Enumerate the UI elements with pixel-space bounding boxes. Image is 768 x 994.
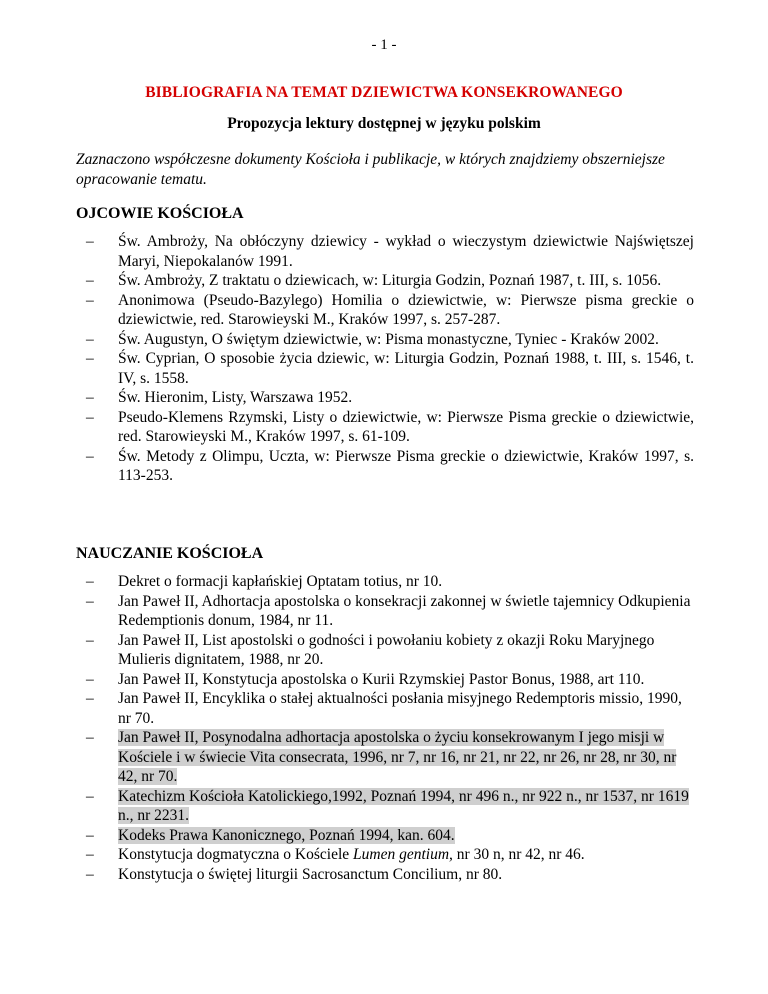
list-item xyxy=(76,787,694,826)
dash-bullet: – xyxy=(86,826,94,844)
list-item xyxy=(76,728,694,787)
list-item xyxy=(76,388,694,408)
list-item xyxy=(76,845,694,865)
dash-bullet: – xyxy=(86,592,94,610)
list-item xyxy=(76,330,694,350)
dash-bullet: – xyxy=(86,291,94,309)
entry-text: Dekret o formacji kapłańskiej Optatam totius, nr 10. xyxy=(118,573,443,590)
entry-text: Św. Metody z Olimpu, Uczta, w: Pierwsze Pisma greckie o dziewictwie, Kraków 1997, s. 113-253. xyxy=(118,447,694,484)
highlighted-entry-text: Jan Paweł II, Posynodalna adhortacja apostolska o życiu konsekrowanym I jego misji w Kościele i w świecie Vita consecrata, 1996, nr 7, nr 16, nr 21, nr 22, nr 26, nr 28, nr 30, nr 42, nr 70. xyxy=(118,729,677,785)
dash-bullet: – xyxy=(86,729,94,746)
dash-bullet: – xyxy=(86,865,94,883)
list-item xyxy=(76,592,694,631)
section-heading-church-teaching: NAUCZANIE KOŚCIOŁA xyxy=(76,545,264,562)
entry-text: Konstytucja o świętej liturgii Sacrosanctum Concilium, nr 80. xyxy=(118,865,503,883)
entry-text-emphasis: Lumen gentium, xyxy=(353,846,453,863)
intro-note: Zaznaczono współczesne dokumenty Kościoła i publikacje, w których znajdziemy obszerniejsze opracowanie tematu. xyxy=(76,151,665,188)
entry-text: Jan Paweł II, Konstytucja apostolska o Kurii Rzymskiej Pastor Bonus, 1988, art 110. xyxy=(118,670,645,688)
list-item xyxy=(76,689,694,728)
list-fathers xyxy=(76,232,694,486)
highlighted-entry-text: Kodeks Prawa Kanonicznego, Poznań 1994, kan. 604. xyxy=(118,826,455,844)
dash-bullet: – xyxy=(86,670,94,688)
list-item xyxy=(76,408,694,447)
page-number: - 1 - xyxy=(371,37,397,53)
dash-bullet: – xyxy=(86,447,94,465)
dash-bullet: – xyxy=(86,350,94,367)
entry-text: Św. Ambroży, Na obłóczyny dziewicy - wykład o wieczystym dziewictwie Najświętszej Maryi, Niepokalanów 1991. xyxy=(118,233,694,270)
list-church-teaching xyxy=(76,572,694,884)
list-item xyxy=(76,349,694,388)
list-item xyxy=(76,271,694,291)
entry-text: Św. Hieronim, Listy, Warszawa 1952. xyxy=(118,389,353,406)
dash-bullet: – xyxy=(86,389,94,406)
entry-text: Św. Ambroży, Z traktatu o dziewicach, w: Liturgia Godzin, Poznań 1987, t. III, s. 1056. xyxy=(118,272,662,289)
list-item xyxy=(76,447,694,486)
dash-bullet: – xyxy=(86,787,94,805)
entry-text: Anonimowa (Pseudo-Bazylego) Homilia o dziewictwie, w: Pierwsze pisma greckie o dziewictwie, red. Starowieyski M., Kraków 1997, s. 257-287. xyxy=(118,291,694,328)
dash-bullet: – xyxy=(86,272,94,289)
list-item xyxy=(76,232,694,271)
dash-bullet: – xyxy=(86,573,94,590)
document-subtitle: Propozycja lektury dostępnej w języku polskim xyxy=(227,115,541,132)
entry-text-before: Konstytucja dogmatyczna o Kościele xyxy=(118,846,354,863)
list-item xyxy=(76,631,694,670)
dash-bullet: – xyxy=(86,690,94,707)
entry-text-after: nr 30 n, nr 42, nr 46. xyxy=(452,846,585,863)
highlighted-entry-text: Katechizm Kościoła Katolickiego,1992, Poznań 1994, nr 496 n., nr 922 n., nr 1537, nr 1619 n., nr 2231. xyxy=(118,787,689,824)
entry-text: Św. Cyprian, O sposobie życia dziewic, w: Liturgia Godzin, Poznań 1988, t. III, s. 1546, t. IV, s. 1558. xyxy=(118,350,694,387)
dash-bullet: – xyxy=(86,631,94,649)
entry-text: Jan Paweł II, Encyklika o stałej aktualności posłania misyjnego Redemptoris missio, 1990, nr 70. xyxy=(118,690,682,727)
entry-text: Jan Paweł II, List apostolski o godności i powołaniu kobiety z okazji Roku Maryjnego Mulieris dignitatem, 1988, nr 20. xyxy=(118,631,655,668)
dash-bullet: – xyxy=(86,408,94,426)
document-title: BIBLIOGRAFIA NA TEMAT DZIEWICTWA KONSEKROWANEGO xyxy=(145,84,623,101)
list-item xyxy=(76,865,694,885)
entry-text: Pseudo-Klemens Rzymski, Listy o dziewictwie, w: Pierwsze Pisma greckie o dziewictwie, red. Starowieyski M., Kraków 1997, s. 61-109. xyxy=(118,408,694,445)
dash-bullet: – xyxy=(86,846,94,863)
entry-text: Św. Augustyn, O świętym dziewictwie, w: Pisma monastyczne, Tyniec - Kraków 2002. xyxy=(118,330,659,348)
list-item xyxy=(76,572,694,592)
dash-bullet: – xyxy=(86,330,94,348)
dash-bullet: – xyxy=(86,233,94,250)
entry-text: Jan Paweł II, Adhortacja apostolska o konsekracji zakonnej w świetle tajemnicy Odkupienia Redemptionis donum, 1984, nr 11. xyxy=(118,592,691,629)
list-item xyxy=(76,826,694,846)
list-item xyxy=(76,670,694,690)
list-item xyxy=(76,291,694,330)
section-heading-fathers: OJCOWIE KOŚCIOŁA xyxy=(76,205,244,222)
